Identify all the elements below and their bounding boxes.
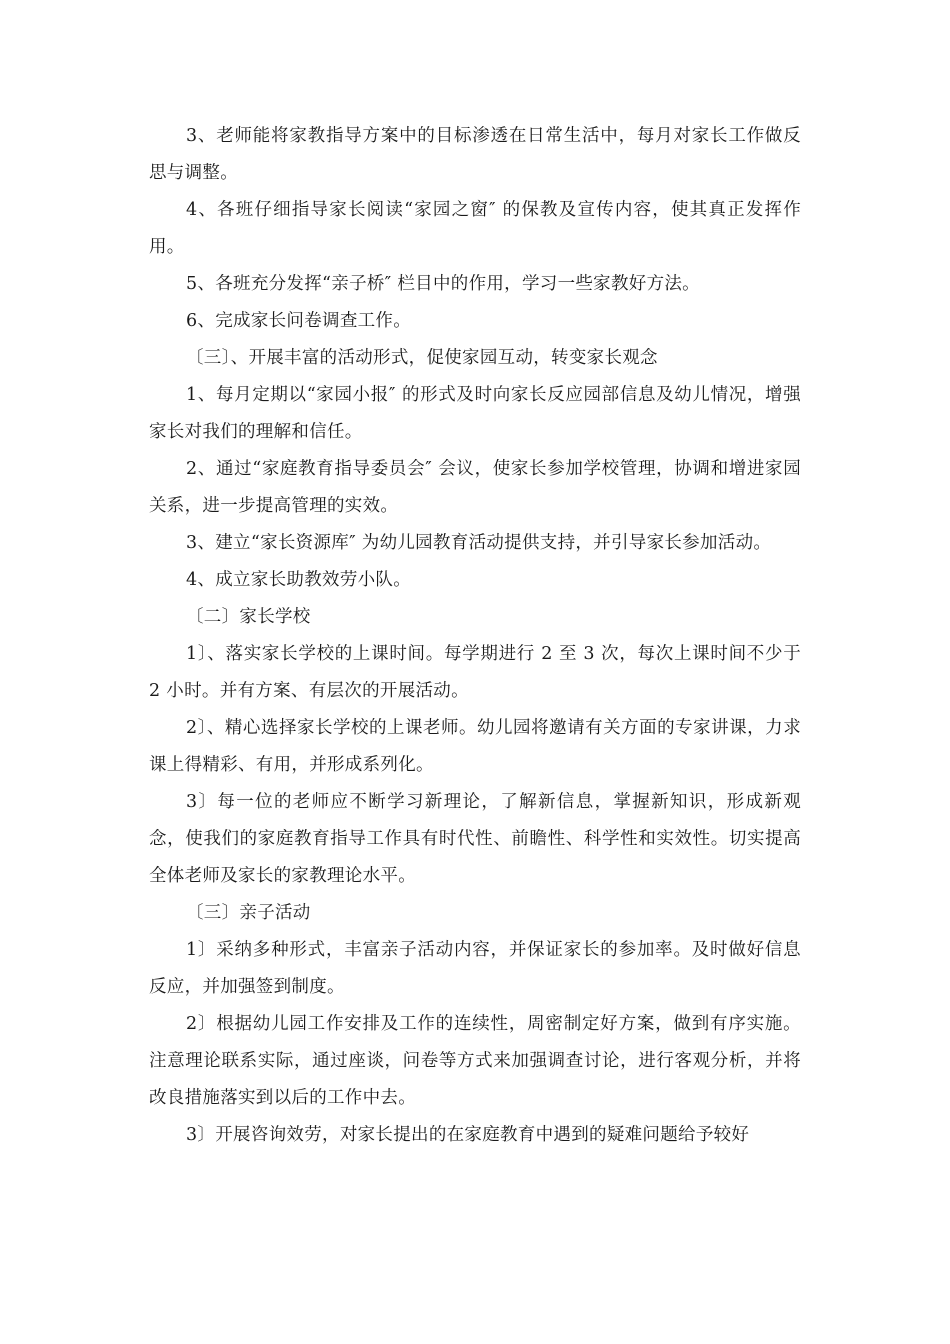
paragraph-school-1: 1〕、落实家长学校的上课时间。每学期进行 2 至 3 次，每次上课时间不少于 2 小时。并有方案、有层次的开展活动。 <box>149 644 801 701</box>
paragraph-activity-3: 3、建立“家长资源库″ 为幼儿园教育活动提供支持，并引导家长参加活动。 <box>186 533 772 553</box>
paragraph-parent-child-1: 1〕采纳多种形式，丰富亲子活动内容，并保证家长的参加率。及时做好信息反应，并加强签到制度。 <box>149 940 801 997</box>
paragraph-activity-2: 2、通过“家庭教育指导委员会″ 会议，使家长参加学校管理，协调和增进家园关系，进一步提高管理的实效。 <box>149 459 801 516</box>
paragraph-item-6: 6、完成家长问卷调查工作。 <box>186 311 412 331</box>
section-heading-parent-child: 〔三〕亲子活动 <box>186 903 311 923</box>
paragraph-activity-4: 4、成立家长助教效劳小队。 <box>186 570 412 590</box>
section-heading-activities: 〔三〕、开展丰富的活动形式，促使家园互动，转变家长观念 <box>186 348 658 368</box>
paragraph-parent-child-3: 3〕开展咨询效劳，对家长提出的在家庭教育中遇到的疑难问题给予较好 <box>186 1125 750 1145</box>
paragraph-item-4: 4、各班仔细指导家长阅读“家园之窗″ 的保教及宣传内容，使其真正发挥作用。 <box>149 200 801 257</box>
paragraph-parent-child-2: 2〕根据幼儿园工作安排及工作的连续性，周密制定好方案，做到有序实施。注意理论联系实际，通过座谈，问卷等方式来加强调查讨论，进行客观分析，并将改良措施落实到以后的工作中去。 <box>149 1014 801 1108</box>
paragraph-school-2: 2〕、精心选择家长学校的上课老师。幼儿园将邀请有关方面的专家讲课，力求课上得精彩、有用，并形成系列化。 <box>149 718 801 775</box>
paragraph-item-5: 5、各班充分发挥“亲子桥″ 栏目中的作用，学习一些家教好方法。 <box>186 274 700 294</box>
paragraph-school-3: 3〕每一位的老师应不断学习新理论，了解新信息，掌握新知识，形成新观念，使我们的家庭教育指导工作具有时代性、前瞻性、科学性和实效性。切实提高全体老师及家长的家教理论水平。 <box>149 792 801 886</box>
paragraph-activity-1: 1、每月定期以“家园小报″ 的形式及时向家长反应园部信息及幼儿情况，增强家长对我们的理解和信任。 <box>149 385 801 442</box>
section-heading-parent-school: 〔二〕家长学校 <box>186 607 311 627</box>
paragraph-item-3: 3、老师能将家教指导方案中的目标渗透在日常生活中，每月对家长工作做反思与调整。 <box>149 126 801 183</box>
document-body <box>149 118 801 1154</box>
